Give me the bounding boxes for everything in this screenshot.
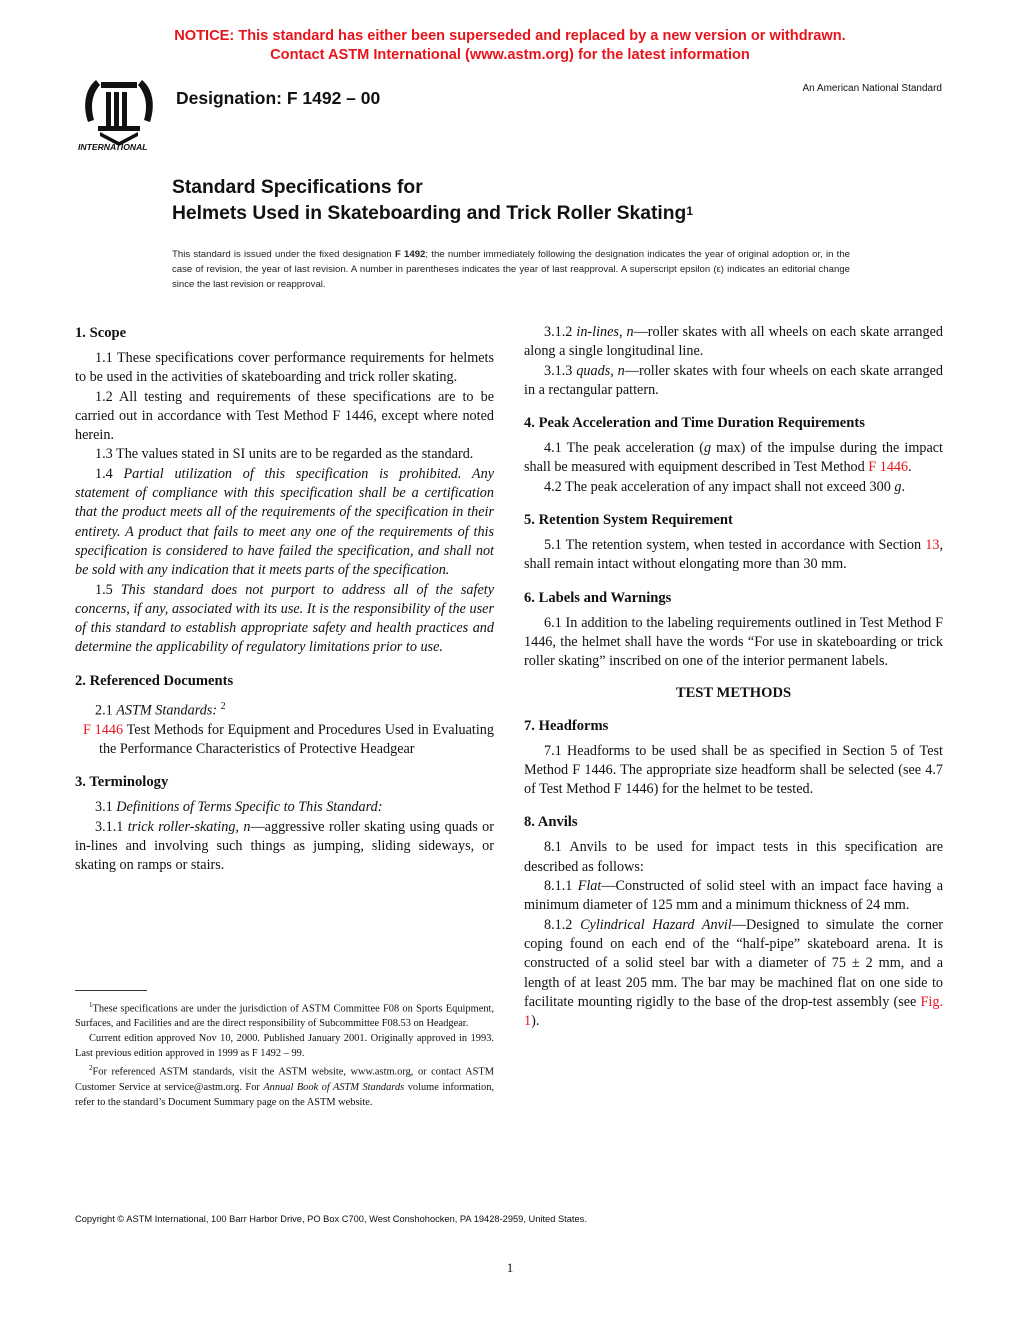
copyright: Copyright © ASTM International, 100 Barr Harbor Drive, PO Box C700, West Conshohocken, PA 19428-2959, United States. [75,1214,587,1224]
footnote-ref[interactable]: 2 [220,700,226,712]
section-heading: 3. Terminology [75,774,169,791]
footnote-1-edition: Current edition approved Nov 10, 2000. Published January 2001. Originally approved in 1993. Last previous edition approved in 1999 as F 1492 – 99. [75,1033,494,1060]
title-main: Helmets Used in Skateboarding and Trick Roller Skating [172,203,687,224]
section-heading: 2. Referenced Documents [75,672,234,689]
left-column [75,323,494,876]
link-section-13[interactable]: 13 [925,537,940,554]
paragraph: 1.3 The values stated in SI units are to be regarded as the standard. [95,446,474,463]
referenced-document: F 1446 Test Methods for Equipment and Procedures Used in Evaluating the Performance Characteristics of Protective Headgear [83,721,494,758]
paragraph: 2.1 ASTM Standards: $^2$ [95,700,226,719]
paragraph: 5.1 The retention system, when tested in accordance with Section 13, shall remain intact without elongating more than 30 mm. [524,537,943,573]
footnote-1: $^1$These specifications are under the jurisdiction of ASTM Committee F08 on Sports Equipment, Surfaces, and Facilities and are the direct responsibility of Subcommittee F08.53 on Headgear. [75,1001,494,1030]
section-heading: 5. Retention System Requirement [524,512,733,529]
right-column [524,323,943,1031]
notice-line-1: NOTICE: This standard has either been superseded and replaced by a new version or withdrawn. [174,28,846,44]
title-footnote-ref[interactable]: 1 [686,204,693,218]
section-heading: 8. Anvils [524,814,578,831]
paragraph: 8.1.2 Cylindrical Hazard Anvil—Designed to simulate the corner coping found on each end of the “half-pipe” skateboard arena. It is constructed of a solid steel bar with a diameter of 75 ± 2 mm, and a length of at least 205 mm. The bar may be machined flat on one side to facilitate mounting rigidly to the base of the drop-test assembly (see Fig. 1). [524,916,943,1030]
link-f1446[interactable]: F 1446 [83,721,124,738]
section-heading: 1. Scope [75,325,127,341]
astm-logo [76,74,162,152]
paragraph: 6.1 In addition to the labeling requirements outlined in Test Method F 1446, the helmet shall have the words “For use in skateboarding or trick roller skating” inscribed on one of the interior permanent labels. [524,614,943,670]
designation: Designation: F 1492 – 00 [176,88,381,108]
paragraph: 3.1.2 in-lines, n—roller skates with all wheels on each skate arranged along a single longitudinal line. [524,324,944,360]
paragraph: 1.2 All testing and requirements of these specifications are to be carried out in accordance with Test Method F 1446, except where noted herein. [75,388,494,444]
page-number: 1 [506,1260,514,1275]
paragraph: 1.4 Partial utilization of this specification is prohibited. Any statement of compliance with this specification shall be a certification that the product meets all of the requirements of the specification in their entirety. A product that fails to meet any one of the requirements of this specification is considered to have failed the specification, and shall not be sold with any indication that it meets parts of the specification. [75,465,494,579]
issue-note: This standard is issued under the fixed designation F 1492; the number immediately following the designation indicates the year of original adoption or, in the case of revision, the year of last revision. A number in parentheses indicates the year of last reapproval. A superscript epsilon (ε) indicates an editorial change since the last revision or reapproval. [172,249,851,290]
section-heading: 4. Peak Acceleration and Time Duration Requirements [524,415,865,432]
section-heading: 7. Headforms [524,717,609,734]
american-national-standard: An American National Standard [802,83,942,94]
paragraph: 1.5 This standard does not purport to address all of the safety concerns, if any, associated with its use. It is the responsibility of the user of this standard to establish appropriate safety and health practices and determine the applicability of regulatory limitations prior to use. [75,581,494,656]
paragraph: 8.1 Anvils to be used for impact tests in this specification are described as follows: [524,839,943,875]
paragraph: 1.1 These specifications cover performance requirements for helmets to be used in the activities of skateboarding and trick roller skating. [75,350,494,386]
issue-designation: F 1492 [394,249,426,260]
paragraph: 3.1.1 trick roller-skating, n—aggressive roller skating using quads or in-lines and involving such things as jumping, sliding sideways, or skating on ramps or stairs. [75,818,495,874]
withdrawal-notice [0,27,1020,65]
link-fig-1[interactable]: Fig. 1 [524,993,943,1030]
paragraph: 4.1 The peak acceleration (g max) of the impulse during the impact shall be measured with equipment described in Test Method F 1446. [524,440,944,476]
title-line-1: Standard Specifications for [172,177,423,198]
footnote-divider [75,990,147,991]
paragraph: 7.1 Headforms to be used shall be as specified in Section 5 of Test Method F 1446. The appropriate size headform shall be selected (see 4.7 of Test Method F 1446) for the helmet to be tested. [524,742,943,798]
logo-tagline: INTERNATIONAL [78,142,148,152]
document-title [172,175,693,228]
paragraph: 3.1 Definitions of Terms Specific to This Standard: [95,799,383,816]
test-methods-heading: TEST METHODS [675,684,792,701]
title-line-2 [172,201,693,228]
section-heading: 6. Labels and Warnings [524,589,672,606]
paragraph: 3.1.3 quads, n—roller skates with four wheels on each skate arranged in a rectangular pattern. [524,362,943,398]
footnote-2: $^2$For referenced ASTM standards, visit the ASTM website, www.astm.org, or contact ASTM Customer Service at service@astm.org. For Annual Book of ASTM Standards volume information, refer to the standard’s Document Summary page on the ASTM website. [75,1064,494,1108]
link-f1446[interactable]: F 1446 [868,459,909,476]
footnotes [75,998,494,1110]
paragraph: 8.1.1 Flat—Constructed of solid steel with an impact face having a minimum diameter of 125 mm and a minimum thickness of 24 mm. [524,878,944,914]
paragraph: 4.2 The peak acceleration of any impact shall not exceed 300 g. [544,478,905,495]
notice-line-2: Contact ASTM International (www.astm.org) for the latest information [270,47,750,63]
